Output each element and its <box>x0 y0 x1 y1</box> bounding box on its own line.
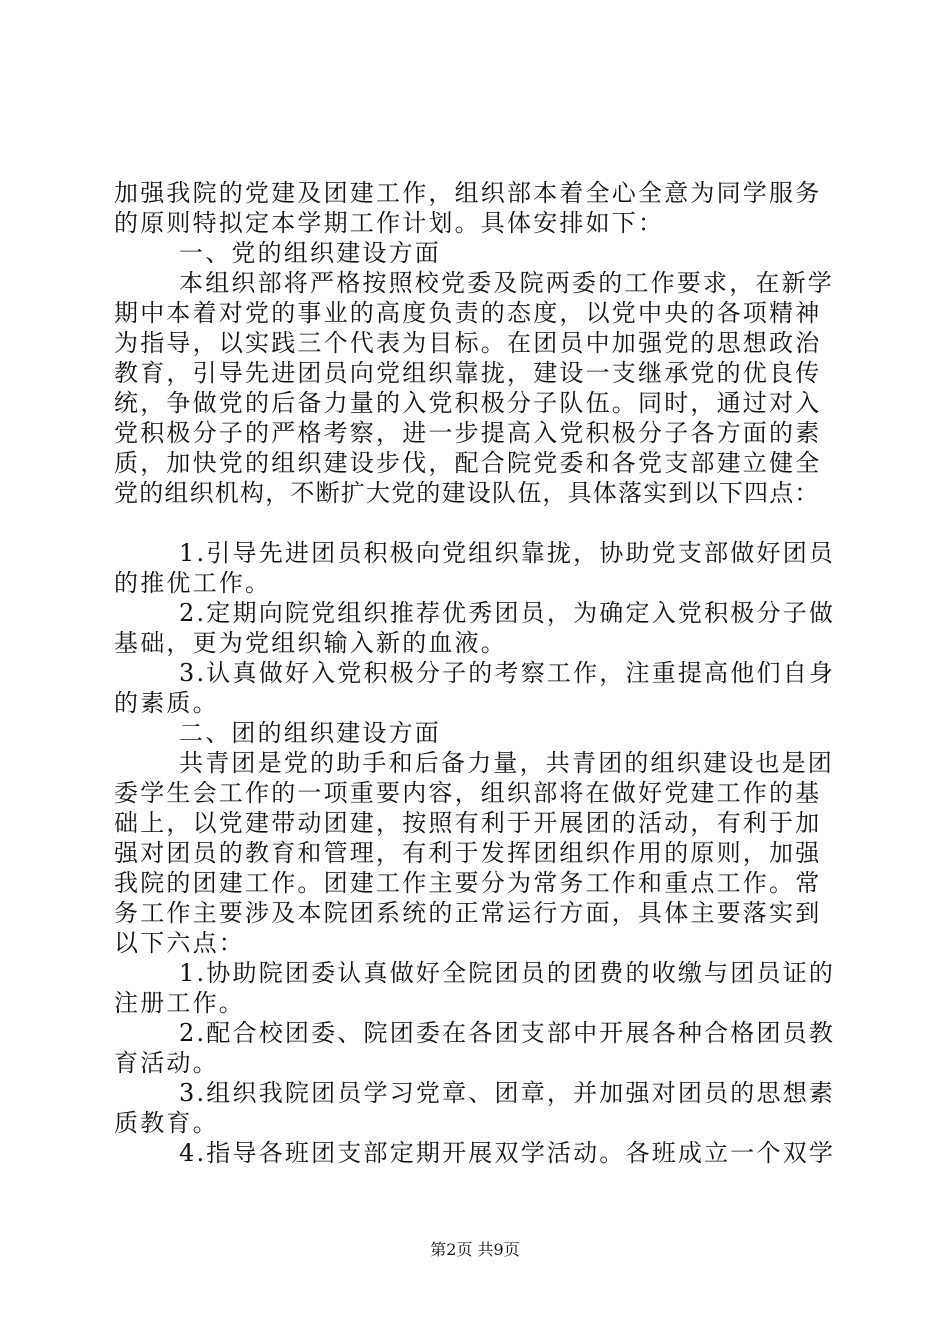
list-item-line: 的推优工作。 <box>114 569 272 597</box>
paragraph-line: 质，加快党的组织建设步伐，配合院党委和各党支部建立健全 <box>114 449 822 477</box>
list-item-line: 育活动。 <box>114 1049 219 1077</box>
list-item-line: 注册工作。 <box>114 989 245 1017</box>
list-item-line: 3.认真做好入党积极分子的考察工作，注重提高他们自身 <box>179 659 836 687</box>
section-heading: 二、团的组织建设方面 <box>179 719 441 747</box>
paragraph-line: 委学生会工作的一项重要内容，组织部将在做好党建工作的基 <box>114 779 822 807</box>
paragraph-line: 本组织部将严格按照校党委及院两委的工作要求，在新学 <box>179 269 834 297</box>
list-item-line: 的素质。 <box>114 689 219 717</box>
paragraph-line: 我院的团建工作。团建工作主要分为常务工作和重点工作。常 <box>114 869 822 897</box>
paragraph-line: 教育，引导先进团员向党组织靠拢，建设一支继承党的优良传 <box>114 359 822 387</box>
paragraph-line: 务工作主要涉及本院团系统的正常运行方面，具体主要落实到 <box>114 899 822 927</box>
list-item-line: 2.配合校团委、院团委在各团支部中开展各种合格团员教 <box>179 1019 836 1047</box>
paragraph-line: 统，争做党的后备力量的入党积极分子队伍。同时，通过对入 <box>114 389 822 417</box>
page-number-footer: 第2页 共9页 <box>430 1240 520 1259</box>
paragraph-line: 党积极分子的严格考察，进一步提高入党积极分子各方面的素 <box>114 419 822 447</box>
paragraph-line: 党的组织机构，不断扩大党的建设队伍，具体落实到以下四点： <box>114 479 820 507</box>
list-item-line: 4.指导各班团支部定期开展双学活动。各班成立一个双学 <box>179 1139 836 1167</box>
paragraph-line: 的原则特拟定本学期工作计划。具体安排如下： <box>114 209 665 237</box>
list-item-line: 基础，更为党组织输入新的血液。 <box>114 629 507 657</box>
list-item-line: 质教育。 <box>114 1109 219 1137</box>
list-item-line: 2.定期向院党组织推荐优秀团员，为确定入党积极分子做 <box>179 599 836 627</box>
paragraph-line: 强对团员的教育和管理，有利于发挥团组织作用的原则，加强 <box>114 839 822 867</box>
paragraph-line: 础上，以党建带动团建，按照有利于开展团的活动，有利于加 <box>114 809 822 837</box>
paragraph-line: 期中本着对党的事业的高度负责的态度，以党中央的各项精神 <box>114 299 822 327</box>
paragraph-line: 以下六点： <box>114 929 245 957</box>
list-item-line: 1.引导先进团员积极向党组织靠拢，协助党支部做好团员 <box>179 539 836 567</box>
paragraph-line: 加强我院的党建及团建工作，组织部本着全心全意为同学服务 <box>114 179 822 207</box>
section-heading: 一、党的组织建设方面 <box>179 239 441 267</box>
list-item-line: 3.组织我院团员学习党章、团章，并加强对团员的思想素 <box>179 1079 836 1107</box>
list-item-line: 1.协助院团委认真做好全院团员的团费的收缴与团员证的 <box>179 959 836 987</box>
paragraph-line: 为指导，以实践三个代表为目标。在团员中加强党的思想政治 <box>114 329 822 357</box>
paragraph-line: 共青团是党的助手和后备力量，共青团的组织建设也是团 <box>179 749 834 777</box>
